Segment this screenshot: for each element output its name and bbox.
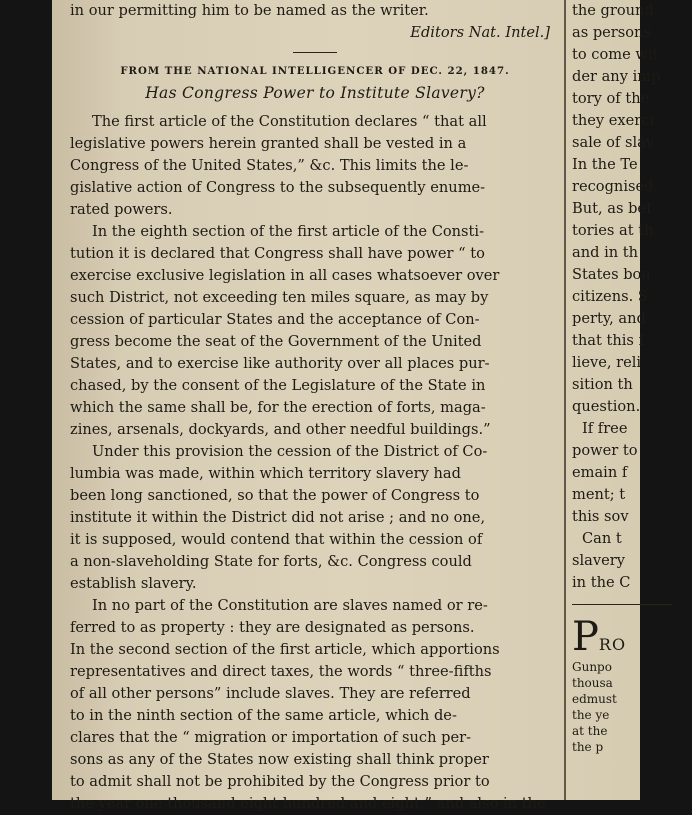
text-line: recognised, [572,178,659,195]
section-divider [293,52,337,53]
text-line: slavery [572,552,625,569]
text-line: ment; t [572,486,626,503]
paragraph-3 [70,441,560,595]
text-line: Under this provision the cession of the District of Co- [92,443,488,460]
text-line: thousa [572,676,613,690]
text-line: If free [582,420,628,437]
text-line: power to [572,442,638,459]
text-line: In the Te [572,156,638,173]
text-line: tories at th [572,222,654,239]
newspaper-page [52,0,661,812]
text-line: emain f [572,464,628,481]
text-line: der any imp [572,68,661,85]
text-line: In the second section of the first article, which apportions [70,641,500,658]
text-line: gislative action of Congress to the subsequently enume- [70,179,486,196]
column-divider [564,0,566,800]
right-article-column [572,0,692,755]
article-dateline: FROM THE NATIONAL INTELLIGENCER OF DEC. 22, 1847. [120,65,510,77]
heading-rest: RO [598,635,627,654]
text-line: of all other persons” include slaves. They are referred [70,685,471,702]
text-line: such District, not exceeding ten miles square, as may by [70,289,489,306]
text-line: But, as bef [572,200,652,217]
text-line: citizens. S [572,288,648,305]
text-line: States bou [572,266,651,283]
text-line: a non-slaveholding State for forts, &c. Congress could [70,553,472,570]
text-line: The first article of the Constitution declares “ that all [92,113,487,130]
proclamation-heading [572,615,692,659]
text-line: the ground [572,2,654,19]
top-line: in our permitting him to be named as the writer. [70,2,429,19]
text-line: Congress of the United States,” &c. This limits the le- [70,157,469,174]
text-line: zines, arsenals, dockyards, and other needful buildings.” [70,421,491,438]
text-line: sale of slav [572,134,655,151]
text-line: States, and to exercise like authority over all places pur- [70,355,490,372]
text-line: establish slavery. [70,575,197,592]
text-line: the p [572,740,604,754]
text-line: at the [572,724,608,738]
text-line: as persons [572,24,651,41]
text-line: ferred to as property : they are designated as persons. [70,619,475,636]
text-line: in the C [572,574,631,591]
text-line: the ye [572,708,610,722]
text-line: to admit shall not be prohibited by the Congress prior to [70,773,490,790]
text-line: to come wit [572,46,659,63]
text-line: that this f [572,332,644,349]
left-article-column [70,0,560,815]
text-line: In no part of the Constitution are slaves named or re- [92,597,488,614]
text-line: tory of the [572,90,650,107]
text-line: gress become the seat of the Government of the United [70,333,482,350]
text-line: to in the ninth section of the same article, which de- [70,707,457,724]
drop-cap: P [572,614,599,660]
text-line: representatives and direct taxes, the words “ three-fifths [70,663,492,680]
text-line: lieve, reli [572,354,642,371]
text-line: tution it is declared that Congress shall have power “ to [70,245,485,262]
text-line: Gunpo [572,660,612,674]
text-line: the year one thousand eight hundred and eight,” and also in the [70,795,546,812]
text-line: it is supposed, would contend that within the cession of [70,531,483,548]
text-line: institute it within the District did not arise ; and no one, [70,509,486,526]
text-line: exercise exclusive legislation in all cases whatsoever over [70,267,500,284]
article-headline: Has Congress Power to Institute Slavery? [145,84,485,102]
text-line: chased, by the consent of the Legislature of the State in [70,377,486,394]
text-line: edmust [572,692,617,706]
paragraph-2 [70,221,560,441]
text-line: rated powers. [70,201,173,218]
text-line: sition th [572,376,633,393]
text-line: been long sanctioned, so that the power of Congress to [70,487,480,504]
text-line: this sov [572,508,629,525]
text-line: cession of particular States and the acceptance of Con- [70,311,480,328]
text-line: they exerci [572,112,655,129]
text-line: Can t [582,530,622,547]
text-line: In the eighth section of the first article of the Consti- [92,223,485,240]
paragraph-1 [70,111,560,221]
text-line: question. [572,398,641,415]
text-line: sons as any of the States now existing shall think proper [70,751,489,768]
text-line: clares that the “ migration or importation of such per- [70,729,472,746]
text-line: perty, and [572,310,646,327]
editor-signature: Editors Nat. Intel.] [410,24,550,41]
text-line: and in th [572,244,639,261]
text-line: legislative powers herein granted shall be vested in a [70,135,467,152]
section-divider [572,604,672,605]
text-line: which the same shall be, for the erection of forts, maga- [70,399,486,416]
text-line: lumbia was made, within which territory slavery had [70,465,461,482]
paragraph-4 [70,595,560,815]
